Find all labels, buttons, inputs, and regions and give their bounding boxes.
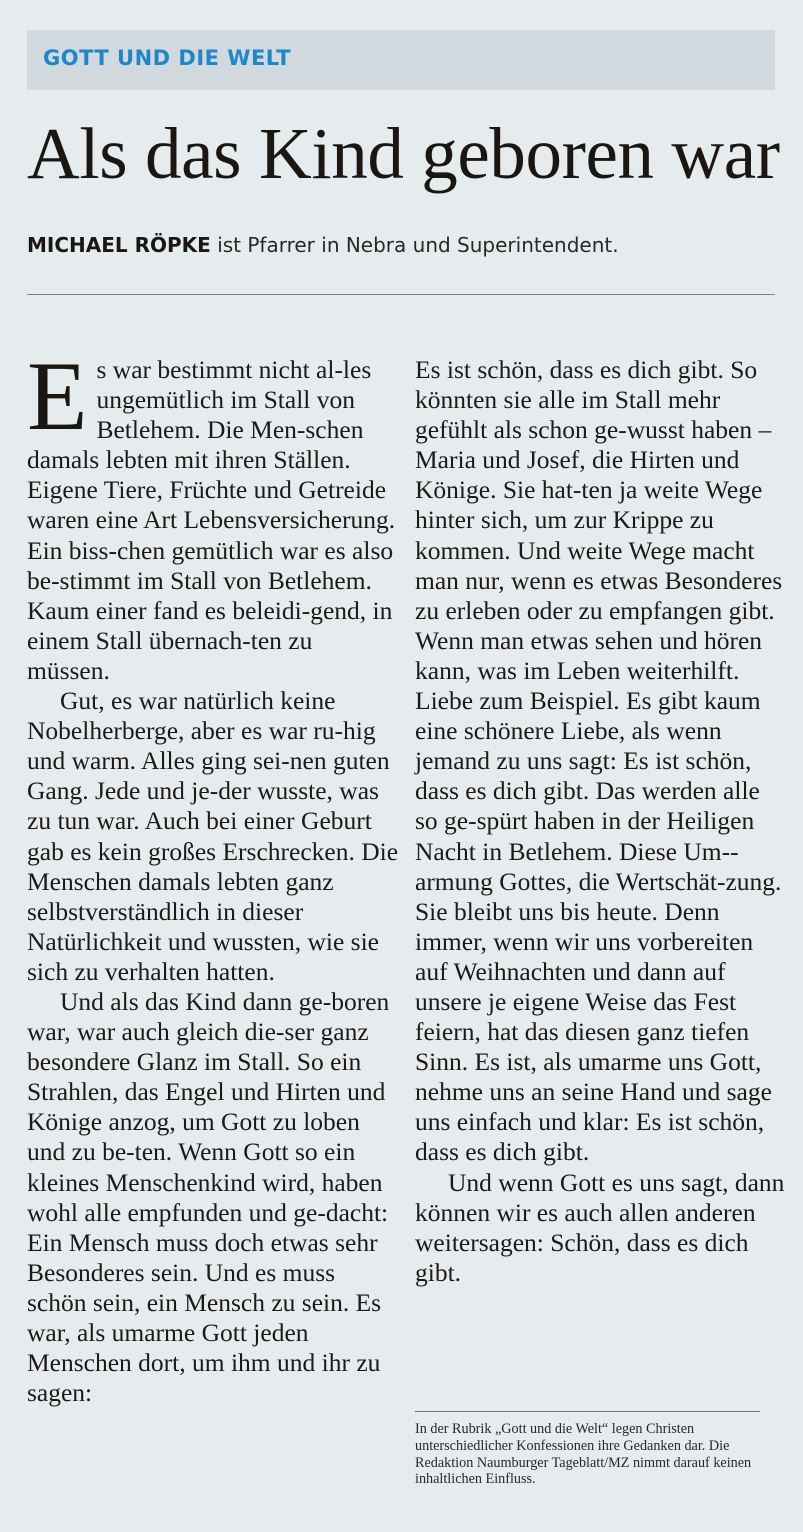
footnote: In der Rubrik „Gott und die Welt“ legen Christen unterschiedlicher Konfessionen ihre Gedanken dar. Die Redaktion Naumburger Tageblatt/MZ nimmt darauf keinen inhaltlichen Einfluss. [415,1421,752,1488]
byline-author-name: MICHAEL RÖPKE [27,233,211,257]
article-paragraph-text: s war bestimmt nicht al-les ungemütlich im Stall von Betlehem. Die Men-schen damals lebten mit ihren Ställen. Eigene Tiere, Früchte und Getreide waren eine Art Lebensversicherung. Ein biss-chen gemütlich war es also be-stimmt im Stall von Betlehem. Kaum einer fand es beleidi-gend, in einem Stall übernach-ten zu müssen. [27,355,396,685]
headline: Als das Kind geboren war [27,113,780,194]
article-paragraph: Und wenn Gott es uns sagt, dann können wir es auch allen anderen weitersagen: Schön, dass es dich gibt. [415,1167,785,1287]
article-paragraph [27,342,399,686]
article-column-right [415,355,785,1288]
article-paragraph: Gut, es war natürlich keine Nobelherberge, aber es war ru-hig und warm. Alles ging sei-nen guten Gang. Jede und je-der wusste, was zu tun war. Auch bei einer Geburt gab es kein großes Erschrecken. Die Menschen damals lebten ganz selbstverständlich in dieser Natürlichkeit und wussten, wie sie sich zu verhalten hatten. [27,686,399,986]
byline-author-description: ist Pfarrer in Nebra und Superintendent. [217,233,619,257]
article-paragraph: Es ist schön, dass es dich gibt. So könnten sie alle im Stall mehr gefühlt als schon ge-wusst haben – Maria und Josef, die Hirten und Könige. Sie hat-ten ja weite Wege hinter sich, um zur Krippe zu kommen. Und weite Wege macht man nur, wenn es etwas Besonderes zu erleben oder zu empfangen gibt. Wenn man etwas sehen und hören kann, was im Leben weiterhilft. Liebe zum Beispiel. Es gibt kaum eine schönere Liebe, als wenn jemand zu uns sagt: Es ist schön, dass es dich gibt. Das werden alle so ge-spürt haben in der Heiligen Nacht in Betlehem. Diese Um-armung Gottes, die Wertschät-zung. Sie bleibt uns bis heute. Denn immer, wenn wir uns vorbereiten auf Weihnachten und dann auf unsere je eigene Weise das Fest feiern, hat das diesen ganz tiefen Sinn. Es ist, als umarme uns Gott, nehme uns an seine Hand und sage uns einfach und klar: Es ist schön, dass es dich gibt. [415,355,783,1167]
drop-cap: E [27,342,88,451]
header-divider [27,294,775,295]
byline [27,233,787,257]
article-column-left [27,342,399,1408]
rubric-label: GOTT UND DIE WELT [43,46,292,70]
footnote-divider [415,1411,760,1412]
rubric-bar [27,30,775,90]
article-paragraph: Und als das Kind dann ge-boren war, war auch gleich die-ser ganz besondere Glanz im Stall. So ein Strahlen, das Engel und Hirten und Könige anzog, um Gott zu loben und zu be-ten. Wenn Gott so ein kleines Menschenkind wird, haben wohl alle empfunden und ge-dacht: Ein Mensch muss doch etwas sehr Besonderes sein. Und es muss schön sein, ein Mensch zu sein. Es war, als umarme Gott jeden Menschen dort, um ihm und ihr zu sagen: [27,986,390,1408]
